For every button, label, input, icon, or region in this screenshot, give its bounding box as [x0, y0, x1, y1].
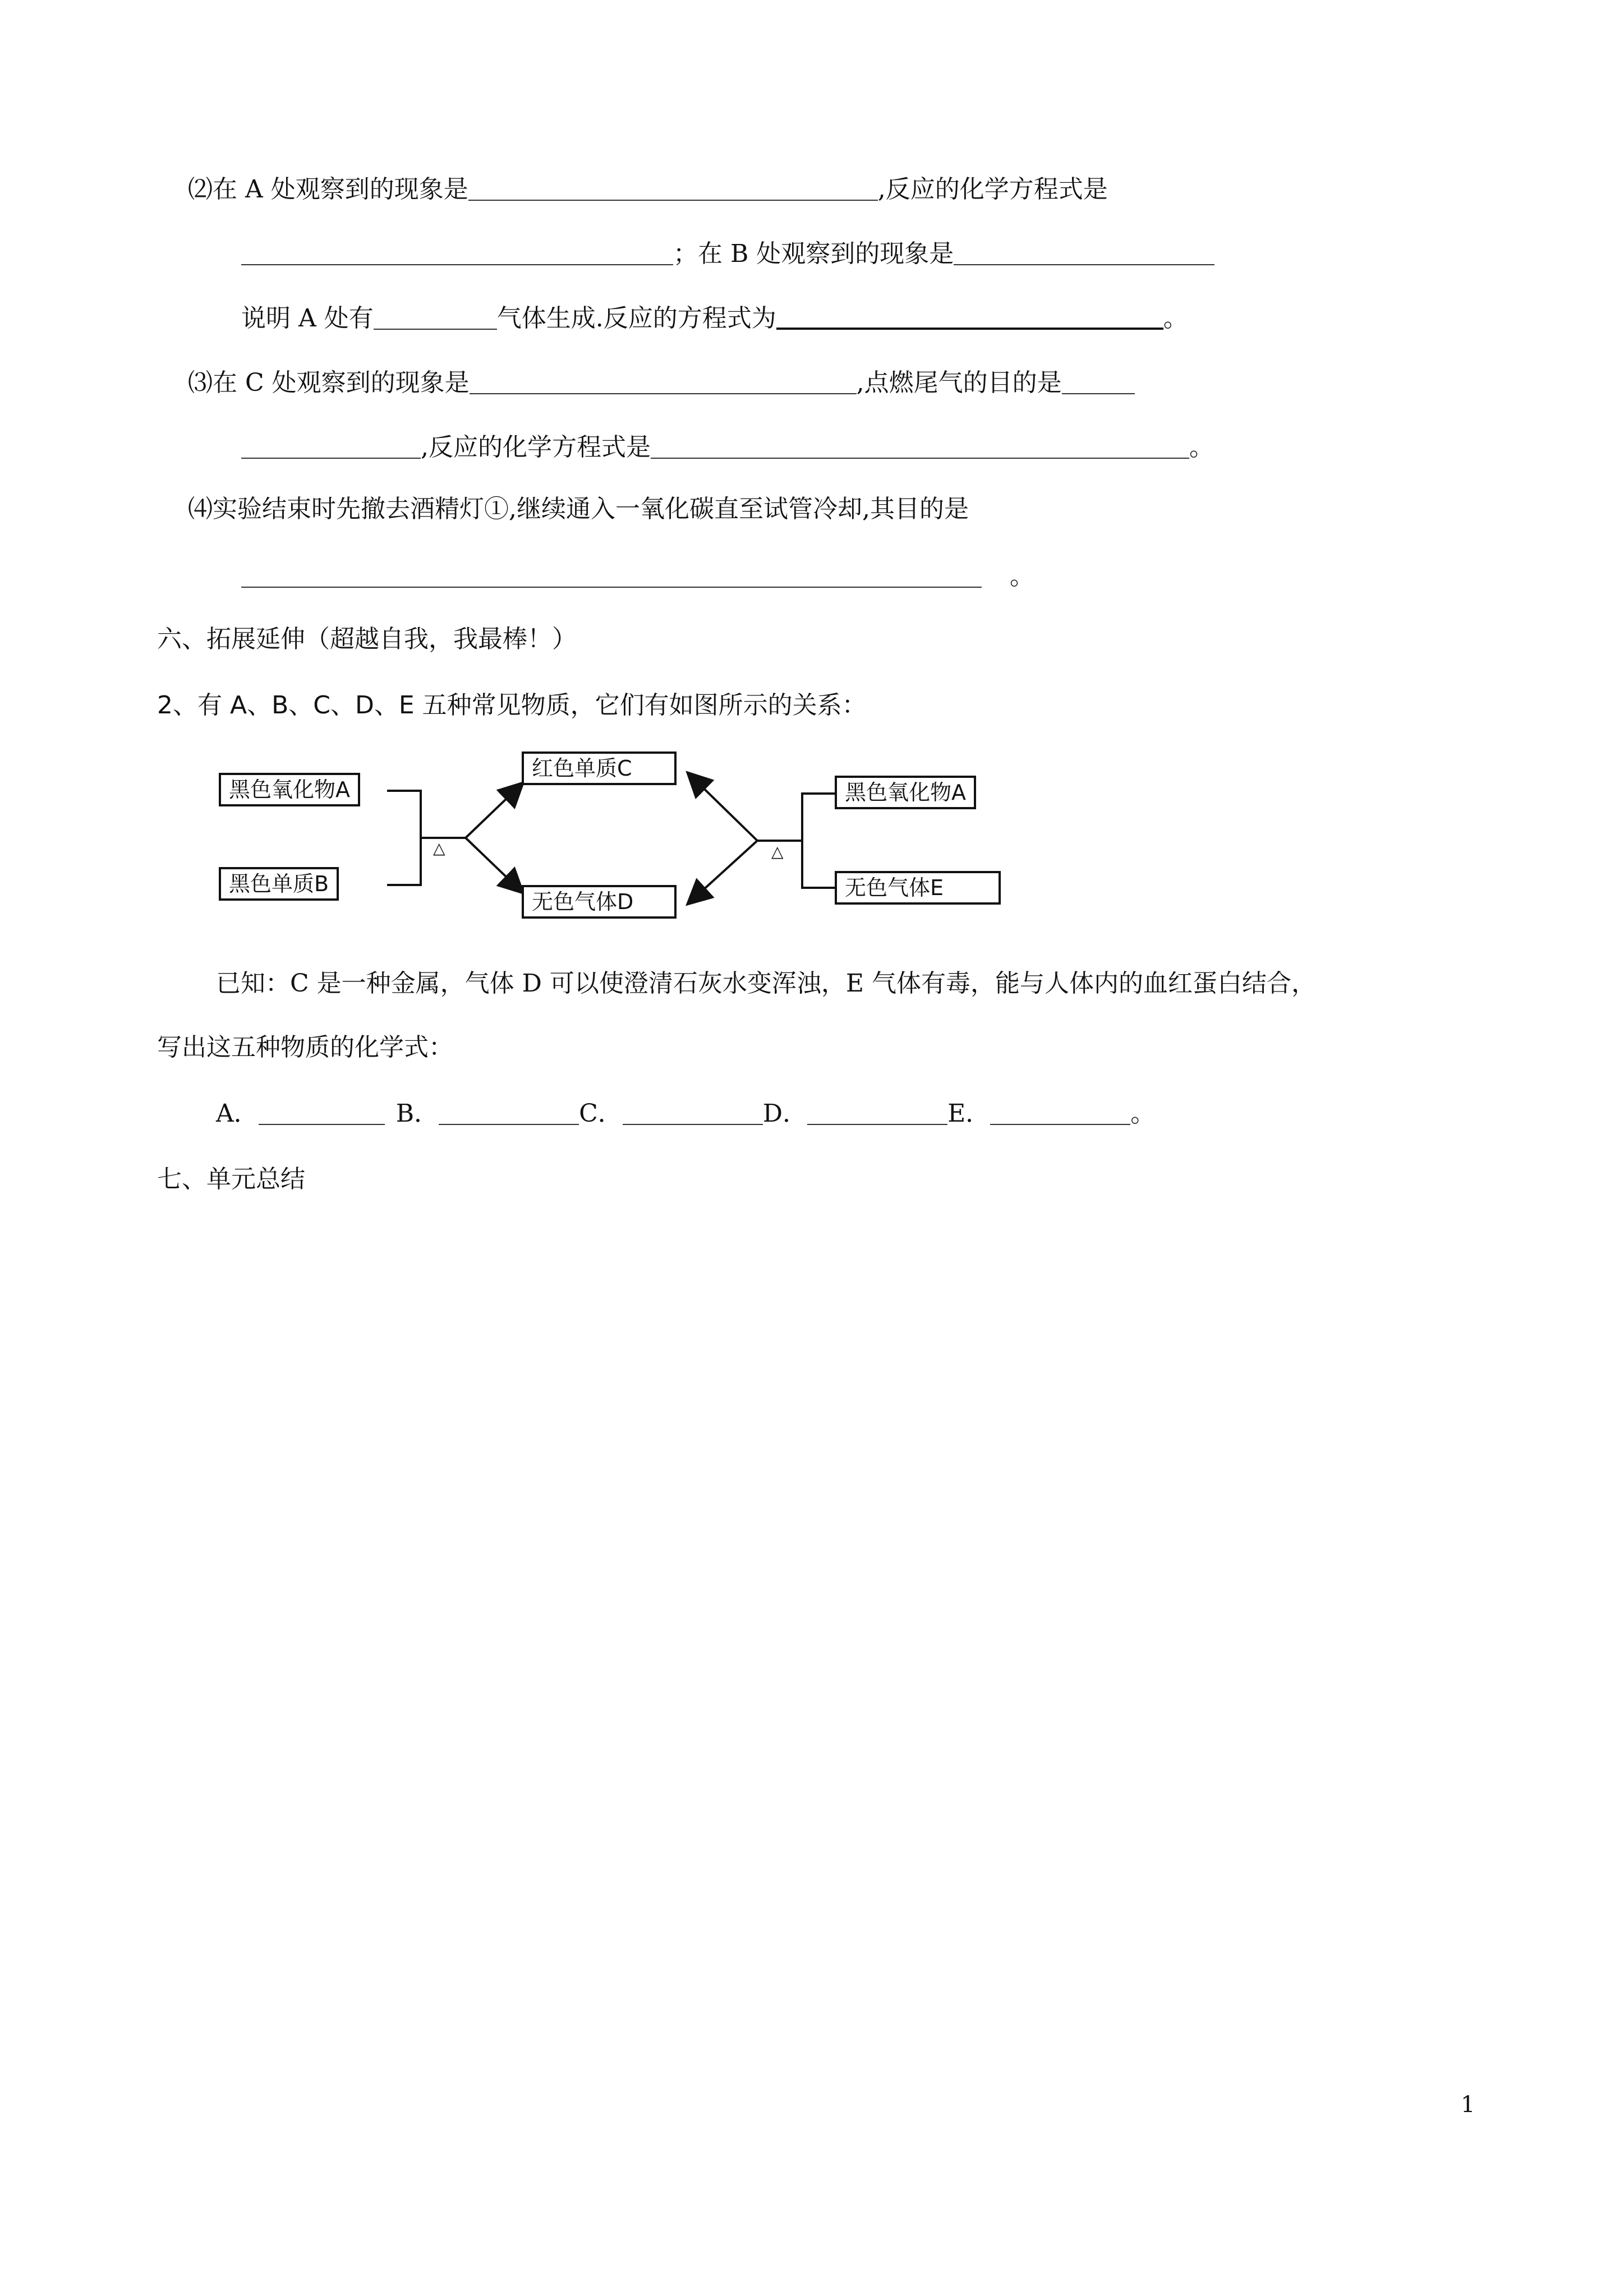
answer-d-label: D．	[762, 1099, 808, 1128]
box-red-element-c: 红色单质C	[522, 751, 677, 785]
box-colorless-gas-d: 无色气体D	[522, 885, 677, 919]
heat-symbol-right: △	[771, 842, 784, 861]
q4-line-2	[241, 561, 1034, 592]
answer-a-label: A．	[216, 1099, 259, 1128]
q2-reaction-blank[interactable]	[776, 305, 1163, 330]
box-black-oxide-a-left: 黑色氧化物A	[219, 773, 360, 806]
section6-heading: 六、拓展延伸（超越自我，我最棒！）	[157, 625, 577, 653]
answer-b-label: B．	[395, 1099, 439, 1128]
q3-purpose-label: ,点燃尾气的目的是	[856, 368, 1062, 397]
q3-line-1	[188, 367, 1135, 399]
q2-gas-blank[interactable]	[374, 306, 497, 330]
section6-problem: 2、有 A、B、C、D、E 五种常见物质，它们有如图所示的关系：	[157, 691, 867, 720]
q4-intro: ⑷实验结束时先撤去酒精灯①,继续通入一氧化碳直至试管冷却,其目的是	[188, 495, 969, 523]
q3-equation-blank[interactable]	[651, 435, 1189, 459]
heat-symbol-left: △	[433, 839, 445, 857]
answer-e-blank[interactable]	[990, 1101, 1130, 1125]
relationship-diagram	[219, 739, 1027, 935]
q2-line-2	[241, 238, 1214, 270]
q2-intro: ⑵在 A 处观察到的现象是	[188, 175, 468, 204]
q2-line-1	[188, 174, 1108, 205]
known-line-2: 写出这五种物质的化学式：	[157, 1033, 453, 1062]
known-line-1: 已知：C 是一种金属，气体 D 可以使澄清石灰水变浑浊，E 气体有毒，能与人体内的血红蛋白结合，	[216, 969, 1317, 998]
box-black-oxide-a-right: 黑色氧化物A	[835, 776, 976, 809]
page-number: 1	[1461, 2092, 1475, 2118]
answer-e-label: E．	[947, 1099, 991, 1128]
box-black-element-b: 黑色单质B	[219, 867, 339, 901]
answers-period: 。	[1130, 1099, 1156, 1128]
q2-equation-label: ,反应的化学方程式是	[877, 175, 1108, 204]
q2-equation-blank[interactable]	[241, 242, 673, 265]
q2-phenomenon-b-blank[interactable]	[954, 242, 1214, 265]
answers-line	[216, 1098, 1155, 1129]
q2-phenomenon-b-label: ；在 B 处观察到的现象是	[673, 239, 954, 268]
answer-b-blank[interactable]	[439, 1101, 579, 1125]
q3-purpose-blank-2[interactable]	[241, 435, 421, 459]
q2-explain-prefix: 说明 A 处有	[241, 304, 374, 333]
answer-a-blank[interactable]	[259, 1101, 385, 1125]
q3-period: 。	[1189, 433, 1214, 462]
q4-purpose-blank[interactable]	[241, 564, 982, 588]
q4-period: 。	[1010, 562, 1034, 591]
q3-line-2	[241, 432, 1214, 463]
q2-period: 。	[1163, 304, 1188, 333]
q3-purpose-blank-1[interactable]	[1062, 371, 1135, 394]
box-colorless-gas-e: 无色气体E	[835, 871, 1001, 905]
answer-c-blank[interactable]	[623, 1101, 763, 1125]
q4-line-1	[188, 494, 969, 525]
q2-explain-mid: 气体生成.反应的方程式为	[496, 304, 776, 333]
q3-intro: ⑶在 C 处观察到的现象是	[188, 368, 470, 397]
section7-heading: 七、单元总结	[157, 1165, 305, 1193]
q3-phenomenon-c-blank[interactable]	[470, 371, 857, 394]
answer-d-blank[interactable]	[807, 1101, 947, 1125]
answer-c-label: C．	[579, 1099, 623, 1128]
q2-line-3	[241, 303, 1188, 334]
q2-phenomenon-a-blank[interactable]	[468, 177, 878, 201]
q3-equation-label: ,反应的化学方程式是	[421, 433, 651, 462]
